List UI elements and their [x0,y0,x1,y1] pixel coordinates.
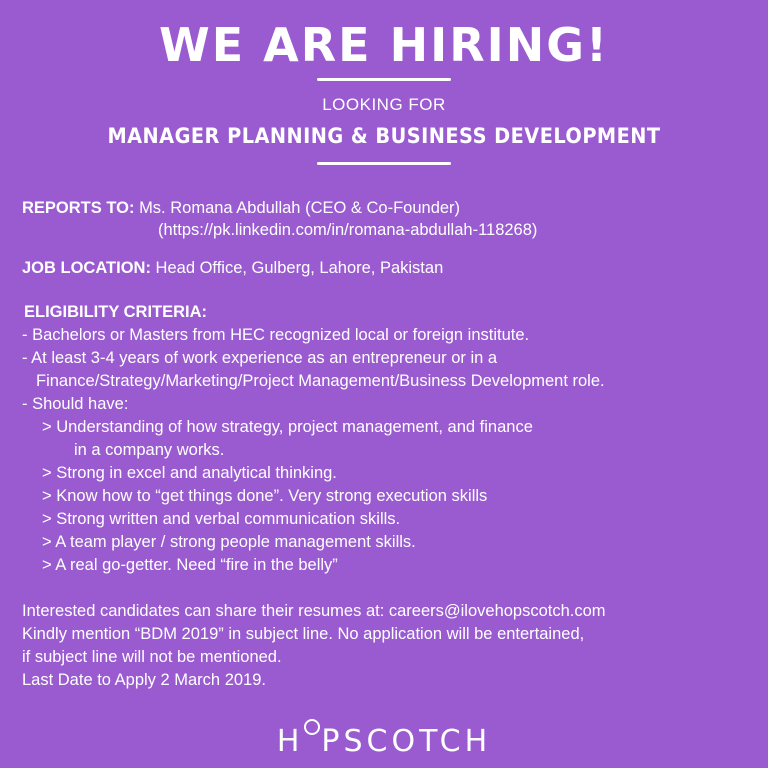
reports-to-value: Ms. Romana Abdullah (CEO & Co-Founder) [139,199,461,217]
reports-to-label: REPORTS TO: [22,199,135,217]
job-location-label: JOB LOCATION: [22,259,151,277]
skill-item: > Strong written and verbal communication skills. [42,510,401,528]
application-instructions: if subject line will not be mentioned. [22,648,282,666]
skill-item: > A real go-getter. Need “fire in the belly” [42,556,338,574]
eligibility-line: - At least 3-4 years of work experience as an entrepreneur or in a [22,349,498,367]
reports-to-link[interactable]: (https://pk.linkedin.com/in/romana-abdullah-118268) [158,221,538,239]
position-title: MANAGER PLANNING & BUSINESS DEVELOPMENT [107,124,661,148]
bottom-divider [317,162,451,165]
looking-for-label: LOOKING FOR [322,95,446,114]
eligibility-heading: ELIGIBILITY CRITERIA: [24,303,208,321]
skill-item: > Know how to “get things done”. Very strong execution skills [42,487,488,505]
application-instructions: Kindly mention “BDM 2019” in subject line. No application will be entertained, [22,625,585,643]
hiring-title: WE ARE HIRING! [158,18,610,72]
hopscotch-logo: H PSCOTCH [0,724,768,759]
eligibility-line: - Bachelors or Masters from HEC recognized local or foreign institute. [22,326,530,344]
eligibility-line: - Should have: [22,395,129,413]
job-location-row [22,259,443,278]
skill-item: in a company works. [74,441,225,459]
skill-item: > Strong in excel and analytical thinking. [42,464,337,482]
job-location-value: Head Office, Gulberg, Lahore, Pakistan [155,259,444,277]
skill-item: > Understanding of how strategy, project management, and finance [42,418,533,436]
eligibility-line: Finance/Strategy/Marketing/Project Management/Business Development role. [36,372,605,390]
top-divider [317,78,451,81]
skill-item: > A team player / strong people management skills. [42,533,416,551]
deadline-text: Last Date to Apply 2 March 2019. [22,671,266,689]
application-instructions: Interested candidates can share their resumes at: careers@ilovehopscotch.com [22,602,606,620]
reports-to-row [22,199,460,218]
